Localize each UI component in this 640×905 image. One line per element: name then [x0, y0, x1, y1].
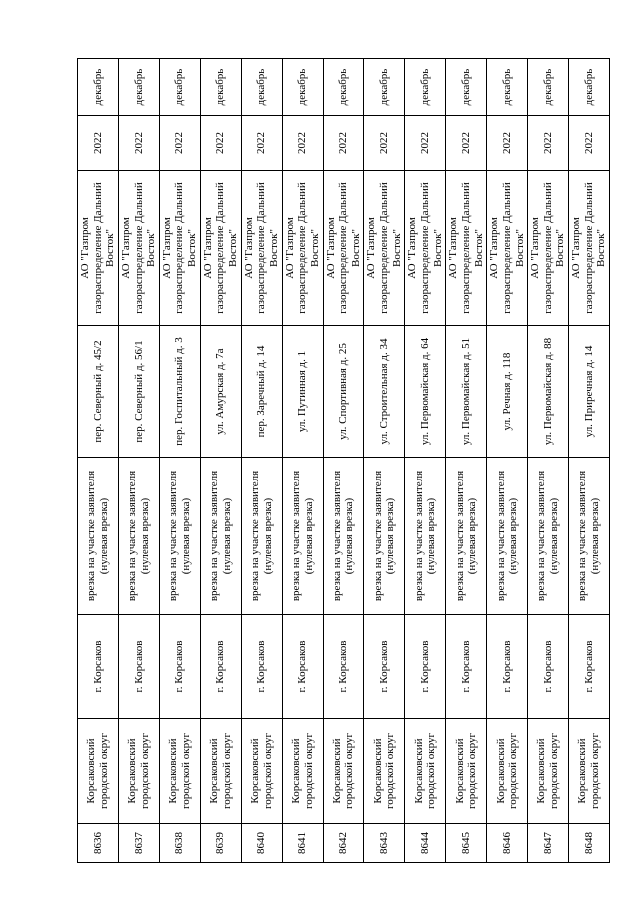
- city-cell: г. Корсаков: [487, 615, 528, 719]
- address-cell: ул. Спортивная д. 25: [323, 326, 364, 458]
- month-cell: декабрь: [569, 59, 610, 116]
- month-cell: декабрь: [323, 59, 364, 116]
- table-row: [282, 59, 323, 863]
- row-number-cell: 8646: [487, 824, 528, 863]
- connection-type-cell: врезка на участке заявителя (нулевая врезка): [487, 458, 528, 615]
- row-number-cell: 8638: [159, 824, 200, 863]
- address-cell: ул. Речная д. 118: [487, 326, 528, 458]
- year-cell: 2022: [528, 116, 569, 171]
- city-cell: г. Корсаков: [241, 615, 282, 719]
- connection-type-cell: врезка на участке заявителя (нулевая врезка): [118, 458, 159, 615]
- connection-type-cell: врезка на участке заявителя (нулевая врезка): [446, 458, 487, 615]
- municipality-cell: Корсаковский городской округ: [200, 719, 241, 824]
- municipality-cell: Корсаковский городской округ: [118, 719, 159, 824]
- connection-type-cell: врезка на участке заявителя (нулевая врезка): [405, 458, 446, 615]
- municipality-cell: Корсаковский городской округ: [487, 719, 528, 824]
- organization-cell: АО "Газпром газораспределение Дальний Восток": [241, 171, 282, 326]
- connection-type-cell: врезка на участке заявителя (нулевая врезка): [323, 458, 364, 615]
- organization-cell: АО "Газпром газораспределение Дальний Восток": [446, 171, 487, 326]
- table-row: [528, 59, 569, 863]
- city-cell: г. Корсаков: [78, 615, 119, 719]
- row-number-cell: 8645: [446, 824, 487, 863]
- city-cell: г. Корсаков: [569, 615, 610, 719]
- month-cell: декабрь: [159, 59, 200, 116]
- organization-cell: АО "Газпром газораспределение Дальний Восток": [528, 171, 569, 326]
- organization-cell: АО "Газпром газораспределение Дальний Восток": [118, 171, 159, 326]
- address-cell: ул. Первомайская д. 64: [405, 326, 446, 458]
- organization-cell: АО "Газпром газораспределение Дальний Восток": [569, 171, 610, 326]
- table-row: [200, 59, 241, 863]
- connection-type-cell: врезка на участке заявителя (нулевая врезка): [528, 458, 569, 615]
- table-row: [78, 59, 119, 863]
- city-cell: г. Корсаков: [118, 615, 159, 719]
- row-number-cell: 8637: [118, 824, 159, 863]
- year-cell: 2022: [323, 116, 364, 171]
- year-cell: 2022: [159, 116, 200, 171]
- city-cell: г. Корсаков: [446, 615, 487, 719]
- row-number-cell: 8648: [569, 824, 610, 863]
- organization-cell: АО "Газпром газораспределение Дальний Восток": [78, 171, 119, 326]
- month-cell: декабрь: [200, 59, 241, 116]
- address-cell: пер. Северный д. 56/1: [118, 326, 159, 458]
- table-body: [78, 59, 610, 863]
- address-cell: пер. Заречный д. 14: [241, 326, 282, 458]
- row-number-cell: 8641: [282, 824, 323, 863]
- municipality-cell: Корсаковский городской округ: [364, 719, 405, 824]
- row-number-cell: 8644: [405, 824, 446, 863]
- month-cell: декабрь: [241, 59, 282, 116]
- organization-cell: АО "Газпром газораспределение Дальний Восток": [487, 171, 528, 326]
- year-cell: 2022: [487, 116, 528, 171]
- address-cell: ул. Амурская д. 7а: [200, 326, 241, 458]
- table-row: [446, 59, 487, 863]
- address-cell: ул. Строительная д. 34: [364, 326, 405, 458]
- table-row: [159, 59, 200, 863]
- connection-type-cell: врезка на участке заявителя (нулевая врезка): [241, 458, 282, 615]
- connection-type-cell: врезка на участке заявителя (нулевая врезка): [569, 458, 610, 615]
- year-cell: 2022: [569, 116, 610, 171]
- row-number-cell: 8640: [241, 824, 282, 863]
- address-cell: ул. Путинная д. 1: [282, 326, 323, 458]
- city-cell: г. Корсаков: [405, 615, 446, 719]
- table-row: [241, 59, 282, 863]
- organization-cell: АО "Газпром газораспределение Дальний Восток": [364, 171, 405, 326]
- table-rotated-container: [77, 59, 608, 863]
- year-cell: 2022: [364, 116, 405, 171]
- table-row: [323, 59, 364, 863]
- year-cell: 2022: [78, 116, 119, 171]
- municipality-cell: Корсаковский городской округ: [405, 719, 446, 824]
- municipality-cell: Корсаковский городской округ: [282, 719, 323, 824]
- address-cell: ул. Приречная д. 14: [569, 326, 610, 458]
- organization-cell: АО "Газпром газораспределение Дальний Восток": [323, 171, 364, 326]
- municipality-cell: Корсаковский городской округ: [323, 719, 364, 824]
- table-row: [569, 59, 610, 863]
- address-cell: пер. Северный д. 45/2: [78, 326, 119, 458]
- organization-cell: АО "Газпром газораспределение Дальний Восток": [200, 171, 241, 326]
- row-number-cell: 8647: [528, 824, 569, 863]
- municipality-cell: Корсаковский городской округ: [569, 719, 610, 824]
- year-cell: 2022: [200, 116, 241, 171]
- month-cell: декабрь: [405, 59, 446, 116]
- month-cell: декабрь: [528, 59, 569, 116]
- address-cell: пер. Госпитальный д. 3: [159, 326, 200, 458]
- month-cell: декабрь: [487, 59, 528, 116]
- gas-connection-table: [77, 58, 610, 863]
- table-row: [405, 59, 446, 863]
- row-number-cell: 8636: [78, 824, 119, 863]
- row-number-cell: 8643: [364, 824, 405, 863]
- municipality-cell: Корсаковский городской округ: [159, 719, 200, 824]
- municipality-cell: Корсаковский городской округ: [78, 719, 119, 824]
- table-row: [487, 59, 528, 863]
- row-number-cell: 8639: [200, 824, 241, 863]
- connection-type-cell: врезка на участке заявителя (нулевая врезка): [282, 458, 323, 615]
- month-cell: декабрь: [78, 59, 119, 116]
- year-cell: 2022: [446, 116, 487, 171]
- organization-cell: АО "Газпром газораспределение Дальний Восток": [405, 171, 446, 326]
- municipality-cell: Корсаковский городской округ: [446, 719, 487, 824]
- year-cell: 2022: [405, 116, 446, 171]
- city-cell: г. Корсаков: [323, 615, 364, 719]
- city-cell: г. Корсаков: [159, 615, 200, 719]
- organization-cell: АО "Газпром газораспределение Дальний Восток": [159, 171, 200, 326]
- connection-type-cell: врезка на участке заявителя (нулевая врезка): [364, 458, 405, 615]
- address-cell: ул. Первомайская д. 88: [528, 326, 569, 458]
- city-cell: г. Корсаков: [200, 615, 241, 719]
- connection-type-cell: врезка на участке заявителя (нулевая врезка): [200, 458, 241, 615]
- table-row: [118, 59, 159, 863]
- municipality-cell: Корсаковский городской округ: [241, 719, 282, 824]
- month-cell: декабрь: [282, 59, 323, 116]
- row-number-cell: 8642: [323, 824, 364, 863]
- month-cell: декабрь: [446, 59, 487, 116]
- city-cell: г. Корсаков: [364, 615, 405, 719]
- month-cell: декабрь: [364, 59, 405, 116]
- municipality-cell: Корсаковский городской округ: [528, 719, 569, 824]
- organization-cell: АО "Газпром газораспределение Дальний Восток": [282, 171, 323, 326]
- connection-type-cell: врезка на участке заявителя (нулевая врезка): [159, 458, 200, 615]
- year-cell: 2022: [241, 116, 282, 171]
- month-cell: декабрь: [118, 59, 159, 116]
- year-cell: 2022: [282, 116, 323, 171]
- connection-type-cell: врезка на участке заявителя (нулевая врезка): [78, 458, 119, 615]
- year-cell: 2022: [118, 116, 159, 171]
- city-cell: г. Корсаков: [528, 615, 569, 719]
- table-row: [364, 59, 405, 863]
- city-cell: г. Корсаков: [282, 615, 323, 719]
- address-cell: ул. Первомайская д. 51: [446, 326, 487, 458]
